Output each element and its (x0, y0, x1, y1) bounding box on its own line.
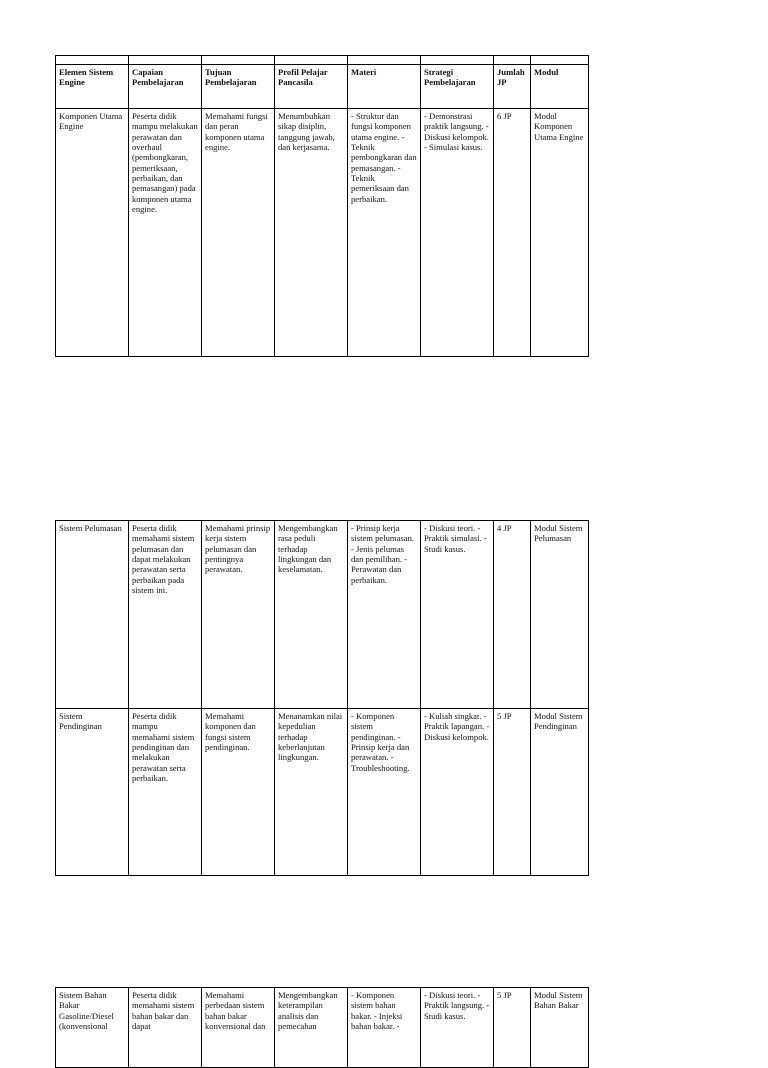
cell-modul: Modul Komponen Utama Engine (531, 109, 589, 357)
header-materi: Materi (348, 65, 421, 109)
cell-materi: - Komponen sistem bahan bakar. - Injeksi bahan bakar. - (348, 988, 421, 1068)
cell-strategi: - Diskusi teori. - Praktik langsung. - Studi kasus. (421, 988, 494, 1068)
header-capaian: Capaian Pembelajaran (129, 65, 202, 109)
learning-table-part-3 (55, 987, 589, 1068)
cell-profil: Mengembangkan keterampilan analisis dan pemecahan (275, 988, 348, 1068)
header-modul: Modul (531, 65, 589, 109)
cell-elemen: Sistem Pelumasan (56, 521, 129, 709)
cell-modul: Modul Sistem Bahan Bakar (531, 988, 589, 1068)
cell-elemen: Sistem Pendinginan (56, 709, 129, 876)
cell-jumlah: 4 JP (494, 521, 531, 709)
header-tujuan: Tujuan Pembelajaran (202, 65, 275, 109)
cell-strategi: - Diskusi teori. - Praktik simulasi. - Studi kasus. (421, 521, 494, 709)
cell-tujuan: Memahami prinsip kerja sistem pelumasan dan pentingnya perawatan. (202, 521, 275, 709)
header-elemen: Elemen Sistem Engine (56, 65, 129, 109)
cell-modul: Modul Sistem Pendinginan (531, 709, 589, 876)
cell-materi: - Komponen sistem pendinginan. - Prinsip kerja dan perawatan. - Troubleshooting. (348, 709, 421, 876)
header-jumlah: Jumlah JP (494, 65, 531, 109)
cell-jumlah: 6 JP (494, 109, 531, 357)
cell-jumlah: 5 JP (494, 988, 531, 1068)
cell-materi: - Struktur dan fungsi komponen utama engine. - Teknik pembongkaran dan pemasangan. - Teknik pemeriksaan dan perbaikan. (348, 109, 421, 357)
learning-table-part-2 (55, 520, 589, 876)
cell-profil: Menanamkan nilai kepedulian terhadap keberlanjutan lingkungan. (275, 709, 348, 876)
blank-top-row (56, 56, 589, 65)
header-profil: Profil Pelajar Pancasila (275, 65, 348, 109)
learning-table-part-1 (55, 55, 589, 357)
cell-capaian: Peserta didik memahami sistem bahan bakar dan dapat (129, 988, 202, 1068)
table-row (56, 988, 589, 1068)
cell-capaian: Peserta didik mampu melakukan perawatan dan overhaul (pembongkaran, pemeriksaan, perbaikan, dan pemasangan) pada komponen utama engine. (129, 109, 202, 357)
cell-elemen: Komponen Utama Engine (56, 109, 129, 357)
cell-modul: Modul Sistem Pelumasan (531, 521, 589, 709)
cell-strategi: - Demonstrasi praktik langsung. - Diskusi kelompok. - Simulasi kasus. (421, 109, 494, 357)
cell-tujuan: Memahami fungsi dan peran komponen utama engine. (202, 109, 275, 357)
cell-strategi: - Kuliah singkat. - Praktik lapangan. - Diskusi kelompok. (421, 709, 494, 876)
cell-profil: Mengembangkan rasa peduli terhadap lingkungan dan keselamatan. (275, 521, 348, 709)
table-row (56, 521, 589, 709)
cell-jumlah: 5 JP (494, 709, 531, 876)
cell-profil: Menumbuhkan sikap disiplin, tanggung jawab, dan kerjasama. (275, 109, 348, 357)
table-row (56, 709, 589, 876)
header-strategi: Strategi Pembelajaran (421, 65, 494, 109)
table-row (56, 109, 589, 357)
cell-tujuan: Memahami komponen dan fungsi sistem pendinginan. (202, 709, 275, 876)
cell-elemen: Sistem Bahan Bakar Gasoline/Diesel (konvensional (56, 988, 129, 1068)
cell-capaian: Peserta didik memahami sistem pelumasan dan dapat melakukan perawatan serta perbaikan pada sistem ini. (129, 521, 202, 709)
cell-tujuan: Memahami perbedaan sistem bahan bakar konvensional dan (202, 988, 275, 1068)
cell-capaian: Peserta didik mampu memahami sistem pendinginan dan melakukan perawatan serta perbaikan. (129, 709, 202, 876)
table-header-row (56, 65, 589, 109)
cell-materi: - Prinsip kerja sistem pelumasan. - Jenis pelumas dan pemilihan. - Perawatan dan perbaikan. (348, 521, 421, 709)
